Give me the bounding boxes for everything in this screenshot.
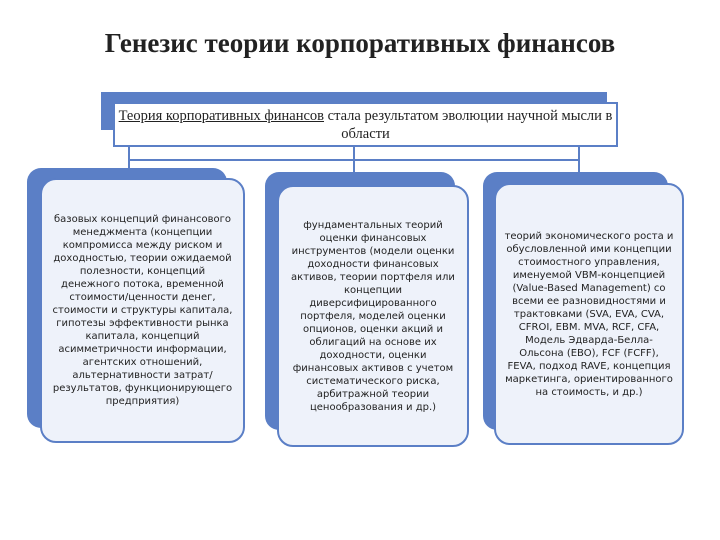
concept-card-text: теорий экономического роста и обусловленной ими концепции стоимостного управления, именуемой VBM-концепцией (Value-Based Management) со всеми ее разновидностями и трактовками (SVA, EVA, CVA, CFROI, EBM. MVA, RCF, CFA, Модель Эдварда-Белла-Ольсона (EBO), FCF (FCFF), FEVA, подход RAVE, концепция маркетинга, ориентированного на стоимость, и др.) xyxy=(504,230,674,398)
top-box-text: стала результатом эволюции научной мысли в области xyxy=(324,108,613,142)
page-title: Генезис теории корпоративных финансов xyxy=(104,28,616,58)
connector-middle-vertical xyxy=(353,147,355,175)
concept-card-text: базовых концепций финансового менеджмента (концепции компромисса между риском и доходностью, теории ожидаемой полезности, концепций денежного потока, временной стоимости/ценности денег, стоимости и структуры капитала, гипотезы эффективности рынка капитала, концепций асимметричности информации, агентских отношений, альтернативности затрат/результатов, функционирующего предприятия) xyxy=(52,214,233,407)
concept-card xyxy=(494,183,684,445)
top-box-underlined-text: Теория корпоративных финансов xyxy=(118,108,325,124)
connector-right-vertical xyxy=(578,147,580,175)
concept-card xyxy=(40,178,245,443)
concept-card-text: фундаментальных теорий оценки финансовых инструментов (модели оценки доходности финансовых активов, теории портфеля или концепции диверсифицированного портфеля, моделей оценки опционов, оценки акций и облигаций на основе их доходности, оценки финансовых активов с учетом систематического риска, арбитражной теории ценообразования и др.) xyxy=(291,219,455,413)
concept-card xyxy=(277,185,469,447)
top-box xyxy=(113,102,618,147)
